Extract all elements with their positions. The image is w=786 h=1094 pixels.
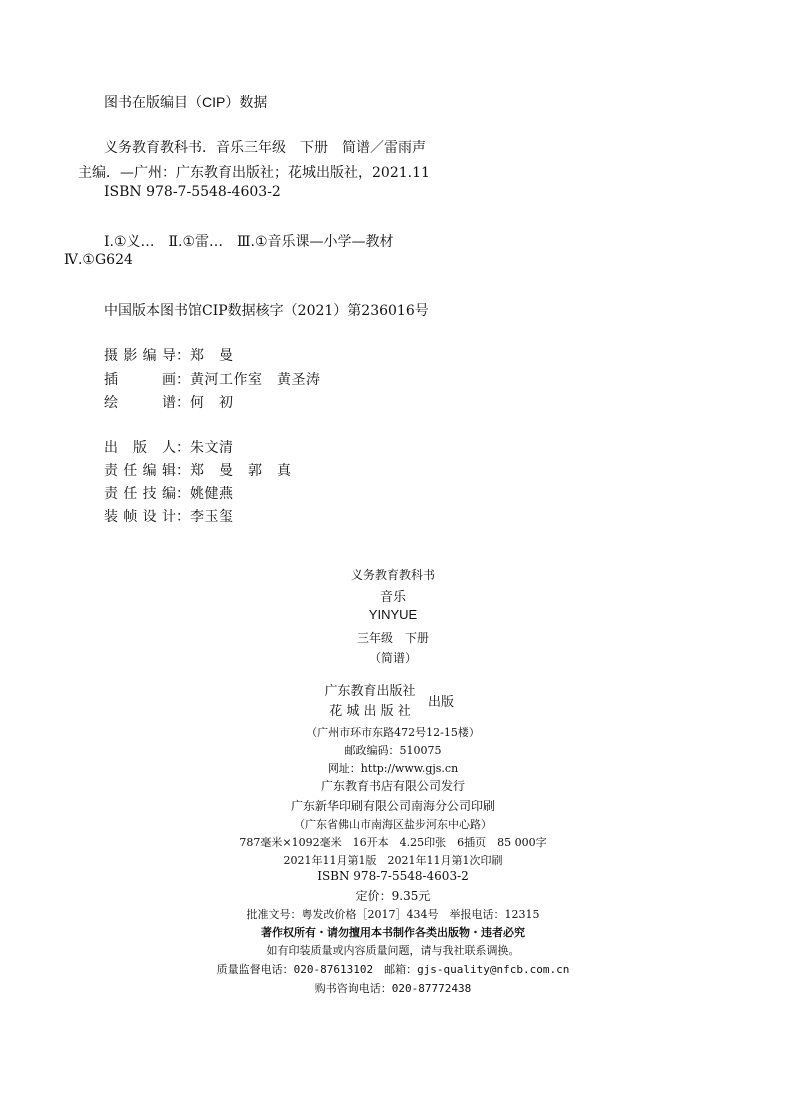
quality-contact: 质量监督电话：020-87613102 邮箱：gjs-quality@nfcb.com.cn [216, 963, 570, 976]
credit-value: 朱文清 [190, 440, 234, 456]
credit-row: 绘谱：何 初 [104, 392, 234, 412]
cip-line: 义务教育教科书．音乐三年级 下册 简谱／雷雨声 [104, 140, 426, 156]
credit-row: 责任编辑：郑 曼 郭 真 [104, 460, 292, 480]
edition-info: 2021年11月第1版 2021年11月第1次印刷 [283, 854, 503, 867]
credit-row: 责任技编：姚健燕 [104, 483, 234, 503]
credit-value: 李玉玺 [190, 509, 234, 525]
publish-suffix: 出版 [428, 695, 455, 710]
publisher-address: （广州市环市东路472号12-15楼） [306, 726, 480, 739]
price: 定价：9.35元 [355, 889, 431, 903]
credit-row: 出版人：朱文清 [104, 437, 234, 457]
notation-type: （简谱） [368, 651, 417, 665]
isbn: ISBN 978-7-5548-4603-2 [317, 869, 469, 883]
credit-label: 责任编辑 [104, 463, 176, 479]
cip-classification: Ⅳ.①G624 [64, 252, 133, 268]
credit-value: 郑 曼 [190, 348, 234, 364]
credit-label: 责任技编 [104, 486, 176, 502]
credit-row: 装帧设计：李玉玺 [104, 506, 234, 526]
credit-label: 绘谱 [104, 395, 176, 411]
credit-label: 出版人 [104, 440, 176, 456]
printer-address: （广东省佛山市南海区盐步河东中心路） [294, 818, 492, 831]
grade-volume: 三年级 下册 [356, 631, 429, 645]
subject-pinyin: YINYUE [368, 607, 418, 622]
credit-value: 姚健燕 [190, 486, 234, 502]
cip-heading: 图书在版编目（CIP）数据 [104, 94, 268, 110]
series-title: 义务教育教科书 [350, 568, 435, 582]
website: 网址：http://www.gjs.cn [327, 762, 459, 775]
approval-number: 批准文号：粤发改价格［2017］434号 举报电话：12315 [246, 908, 540, 921]
purchase-contact: 购书咨询电话：020-87772438 [314, 982, 472, 995]
cip-record-number: 中国版本图书馆CIP数据核字（2021）第236016号 [104, 303, 429, 319]
cip-line: 主编．—广州：广东教育出版社；花城出版社，2021.11 [78, 165, 430, 181]
quality-note: 如有印装质量或内容质量问题，请与我社联系调换。 [266, 944, 520, 957]
publisher-name: 花 城 出 版 社 [329, 704, 411, 719]
publisher-names [318, 682, 422, 722]
publisher-name: 广东教育出版社 [324, 684, 416, 699]
cip-classification: Ⅰ.①义… Ⅱ.①雷… Ⅲ.①音乐课—小学—教材 [104, 234, 394, 250]
cip-isbn: ISBN 978-7-5548-4603-2 [104, 184, 281, 200]
credit-label: 摄影编导 [104, 348, 176, 364]
credit-value: 何 初 [190, 395, 234, 411]
printer: 广东新华印刷有限公司南海分公司印刷 [290, 799, 495, 813]
credit-value: 黄河工作室 黄圣涛 [190, 372, 321, 388]
book-specs: 787毫米×1092毫米 16开本 4.25印张 6插页 85 000字 [239, 836, 547, 849]
credit-row: 摄影编导：郑 曼 [104, 345, 234, 365]
distributor: 广东教育书店有限公司发行 [320, 779, 465, 793]
credit-label: 插画 [104, 372, 176, 388]
credit-value: 郑 曼 郭 真 [190, 463, 292, 479]
rights-notice: 著作权所有・请勿擅用本书制作各类出版物・违者必究 [261, 927, 525, 939]
credit-row: 插画：黄河工作室 黄圣涛 [104, 369, 321, 389]
credit-label: 装帧设计 [104, 509, 176, 525]
postcode: 邮政编码：510075 [344, 744, 442, 757]
subject-title: 音乐 [379, 589, 406, 604]
